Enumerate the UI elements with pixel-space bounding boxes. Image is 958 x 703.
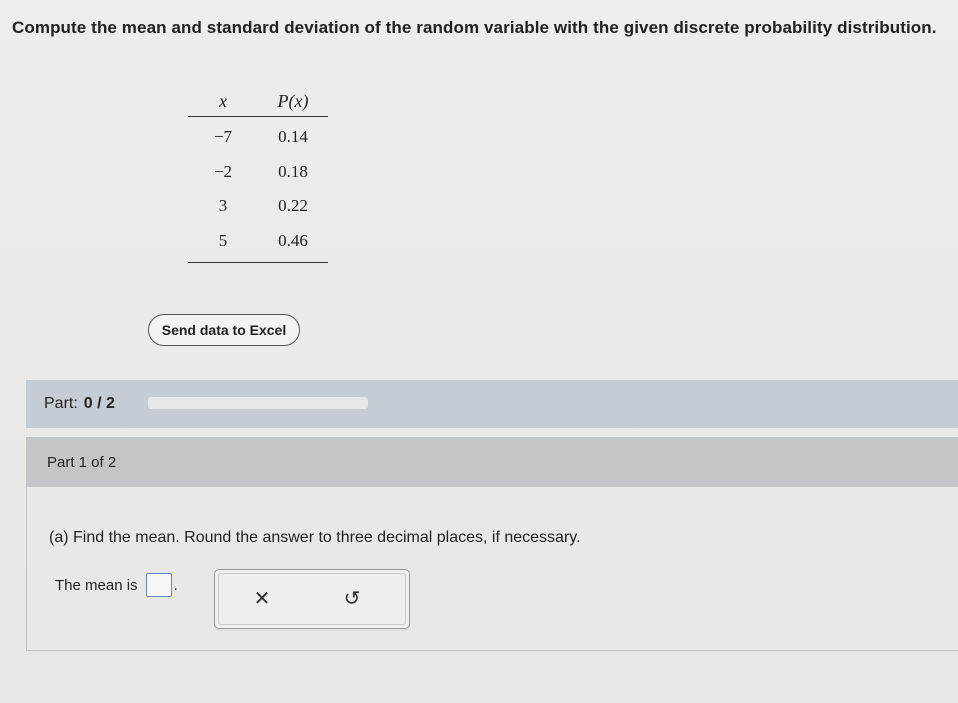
progress-track — [148, 397, 368, 409]
cell-x: 3 — [218, 196, 228, 216]
clear-icon[interactable]: ✕ — [253, 587, 271, 610]
cell-x: 5 — [218, 230, 228, 250]
part-1-section — [26, 437, 958, 651]
answer-prefix: The mean is — [55, 576, 138, 594]
section-title: Part 1 of 2 — [27, 437, 958, 487]
cell-p: 0.14 — [278, 127, 308, 147]
instruction-text: (a) Find the mean. Round the answer to three decimal places, if necessary. — [49, 529, 581, 546]
header-px: P(x) — [277, 90, 309, 111]
table-row — [188, 224, 328, 259]
part-progress-bar — [26, 380, 958, 428]
part-progress-label — [44, 395, 115, 413]
header-x: x — [219, 90, 227, 111]
cell-p: 0.46 — [278, 230, 308, 250]
cell-x: −7 — [213, 127, 233, 147]
question-text: Compute the mean and standard deviation of the random variable with the given discrete probability distribution. — [12, 18, 937, 37]
table-row — [188, 120, 328, 155]
cell-x: −2 — [213, 161, 233, 181]
tools-inner-frame — [218, 573, 406, 625]
distribution-table — [188, 86, 328, 263]
answer-suffix: . — [173, 576, 178, 594]
table-body — [188, 117, 328, 263]
table-row — [188, 155, 328, 190]
table-header — [188, 86, 328, 117]
answer-tools-panel — [214, 569, 410, 629]
undo-icon[interactable]: ↺ — [343, 587, 361, 610]
table-row — [188, 189, 328, 224]
send-to-excel-button[interactable]: Send data to Excel — [148, 314, 300, 346]
part-label-text: Part: — [44, 395, 78, 412]
mean-answer-input[interactable] — [146, 573, 172, 597]
part-count: 0 / 2 — [83, 395, 115, 412]
cell-p: 0.18 — [278, 161, 308, 181]
answer-line — [55, 573, 178, 597]
cell-p: 0.22 — [278, 196, 308, 216]
